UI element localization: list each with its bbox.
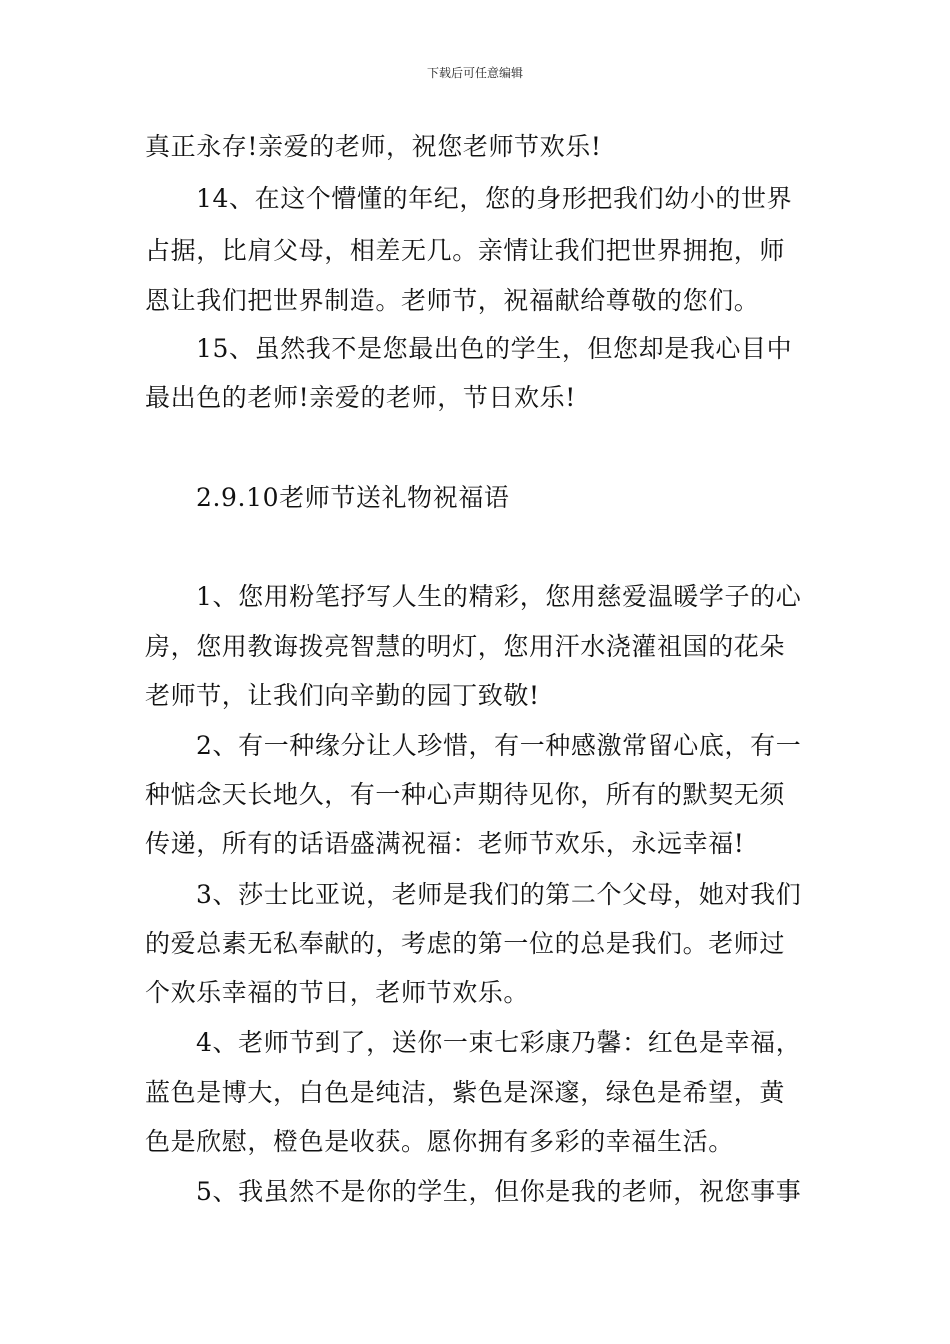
text-line: 个欢乐幸福的节日，老师节欢乐。 — [145, 978, 530, 1007]
section-heading: 2.9.10老师节送礼物祝福语 — [196, 483, 510, 512]
text-line: 4、老师节到了，送你一束七彩康乃馨：红色是幸福， — [196, 1028, 802, 1057]
text-line: 14、在这个懵懂的年纪，您的身形把我们幼小的世界 — [196, 184, 793, 213]
text-line: 色是欣慰，橙色是收获。愿你拥有多彩的幸福生活。 — [145, 1127, 734, 1156]
text-line: 5、我虽然不是你的学生，但你是我的老师，祝您事事 — [196, 1177, 802, 1206]
text-line: 恩让我们把世界制造。老师节，祝福献给尊敬的您们。 — [145, 286, 760, 315]
page-header: 下载后可任意编辑 — [426, 66, 523, 80]
text-line: 2、有一种缘分让人珍惜，有一种感激常留心底，有一 — [196, 731, 802, 760]
text-line: 最出色的老师!亲爱的老师，节日欢乐! — [145, 383, 576, 412]
text-line: 蓝色是博大，白色是纯洁，紫色是深邃，绿色是希望，黄 — [145, 1078, 786, 1107]
text-line: 老师节，让我们向辛勤的园丁致敬! — [145, 681, 540, 710]
text-line: 1、您用粉笔抒写人生的精彩，您用慈爱温暖学子的心 — [196, 582, 802, 611]
text-line: 占据，比肩父母，相差无几。亲情让我们把世界拥抱，师 — [145, 236, 786, 265]
text-line: 种惦念天长地久，有一种心声期待见你，所有的默契无须 — [145, 780, 786, 809]
text-line: 的爱总素无私奉献的，考虑的第一位的总是我们。老师过 — [145, 929, 786, 958]
text-line: 15、虽然我不是您最出色的学生，但您却是我心目中 — [196, 334, 793, 363]
text-line: 3、莎士比亚说，老师是我们的第二个父母，她对我们 — [196, 880, 802, 909]
text-line: 真正永存!亲爱的老师，祝您老师节欢乐! — [145, 132, 602, 161]
text-line: 传递，所有的话语盛满祝福：老师节欢乐，永远幸福! — [145, 829, 745, 858]
text-line: 房，您用教诲拨亮智慧的明灯，您用汗水浇灌祖国的花朵 — [145, 632, 786, 661]
